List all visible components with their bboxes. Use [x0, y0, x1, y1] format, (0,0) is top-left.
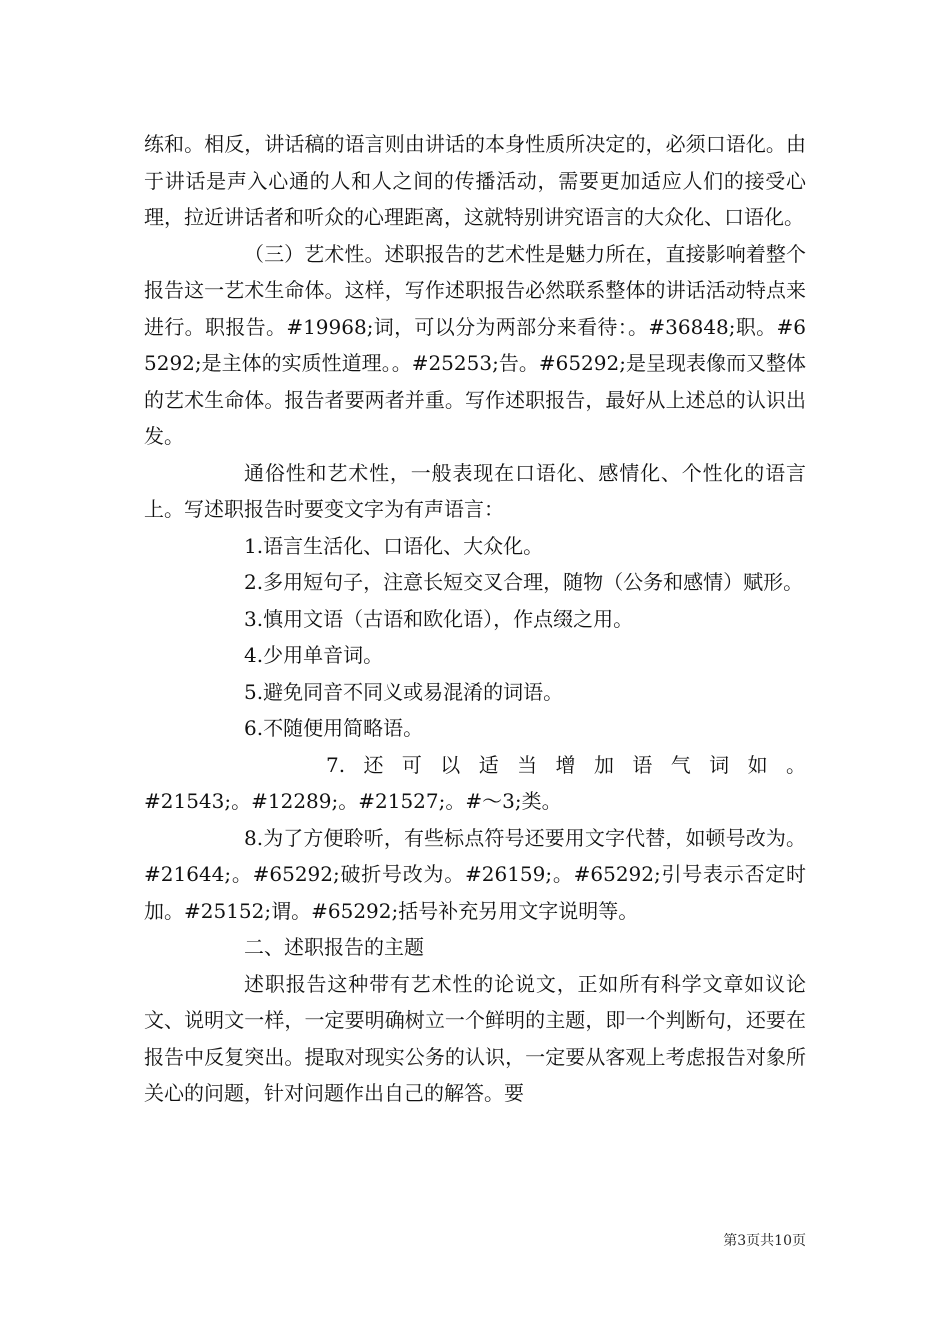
list-item-3: 3.慎用文语（古语和欧化语），作点缀之用。 — [244, 606, 634, 631]
paragraph-popular-language: 通俗性和艺术性，一般表现在口语化、感情化、个性化的语言上。写述职报告时要变文字为有声语言： — [144, 460, 806, 521]
list-item-8: 8.为了方便聆听，有些标点符号还要用文字代替，如顿号改为。#21644;。#65292;破折号改为。#26159;。#65292;引号表示否定时加。#25152;谓。#65292;括号补充另用文字说明等。 — [144, 825, 806, 923]
list-item-1: 1.语言生活化、口语化、大众化。 — [244, 533, 544, 558]
list-item-7-continuation: #21543;。#12289;。#21527;。#～3;类。 — [144, 789, 562, 813]
page-number: 第3页共10页 — [723, 1233, 806, 1249]
list-item-5: 5.避免同音不同义或易混淆的词语。 — [244, 679, 564, 704]
paragraph-continuation: 练和。相反，讲话稿的语言则由讲话的本身性质所决定的，必须口语化。由于讲话是声入心通的人和人之间的传播活动，需要更加适应人们的接受心理，拉近讲话者和听众的心理距离，这就特别讲究语言的大众化、口语化。 — [144, 132, 806, 229]
list-item-7: 7.还可以适当增加语气词如。 — [326, 752, 806, 777]
section-heading: 二、述职报告的主题 — [244, 935, 424, 959]
list-item-2: 2.多用短句子，注意长短交叉合理，随物（公务和感情）赋形。 — [244, 570, 804, 594]
paragraph-artistry: （三）艺术性。述职报告的艺术性是魅力所在，直接影响着整个报告这一艺术生命体。这样，写作述职报告必然联系整体的讲话活动特点来进行。职报告。#19968;词，可以分为两部分来看待：。#36848;职。#65292;是主体的实质性道理。。#25253;告。#65292;是呈现表像而又整体的艺术生命体。报告者要两者并重。写作述职报告，最好从上述总的认识出发。 — [144, 241, 806, 448]
list-item-4: 4.少用单音词。 — [244, 643, 384, 667]
list-item-6: 6.不随便用简略语。 — [244, 716, 424, 740]
document-body — [144, 126, 806, 1112]
paragraph-theme: 述职报告这种带有艺术性的论说文，正如所有科学文章如议论文、说明文一样，一定要明确树立一个鲜明的主题，即一个判断句，还要在报告中反复突出。提取对现实公务的认识，一定要从客观上考虑报告对象所关心的问题，针对问题作出自己的解答。要 — [144, 971, 806, 1105]
